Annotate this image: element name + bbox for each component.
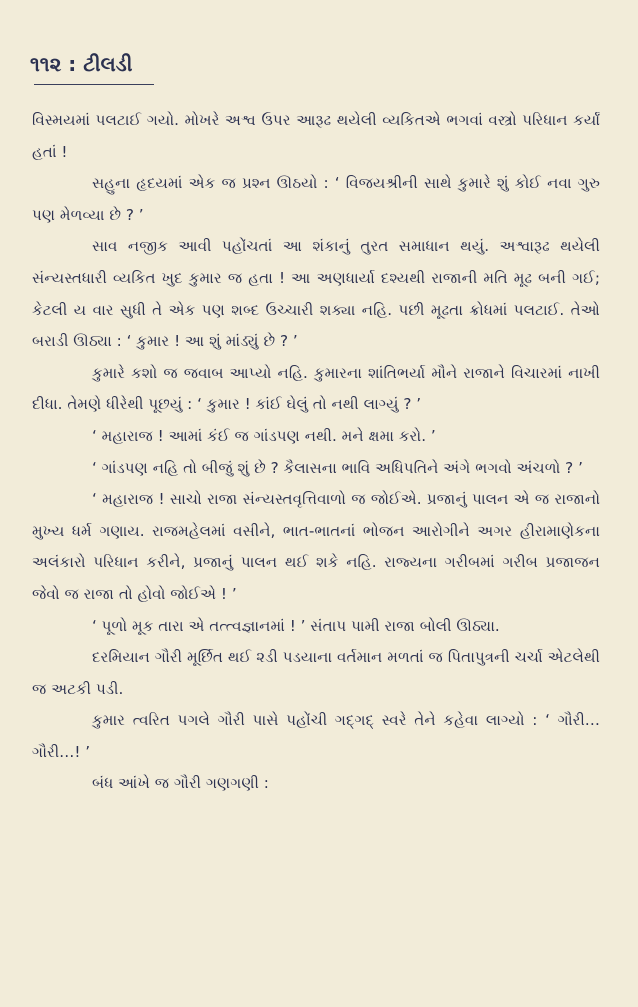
paragraph-10: કુમાર ત્વરિત પગલે ગૌરી પાસે પહોંચી ગદ્ગદ્ સ્વરે તેને કહેવા લાગ્યો : ‘ ગૌરી…ગૌરી…! ’ [32,711,600,761]
paragraph-7: ‘ મહારાજ ! સાચો રાજા સંન્યસ્તવૃત્તિવાળો જ જોઈએ. પ્રજાનું પાલન એ જ રાજાનો મુખ્ય ધર્મ ગણાય. રાજમહેલમાં વસીને, ભાત-ભાતનાં ભોજન આરોગીને અગર હીરામાણેકના અલંકારો પરિધાન કરીને, પ્રજાનું પાલન થઈ શકે નહિ. રાજ્યના ગરીબમાં ગરીબ પ્રજાજન જેવો જ રાજા તો હોવો જોઈએ ! ’ [32,490,600,603]
page-header: ૧૧૨ : ટીલડી [30,52,133,76]
paragraph-5: ‘ મહારાજ ! આમાં કંઈ જ ગાંડપણ નથી. મને ક્ષમા કરો. ’ [92,426,436,445]
paragraph-4: કુમારે કશો જ જવાબ આપ્યો નહિ. કુમારના શાંતિભર્યા મૌને રાજાને વિચારમાં નાખી દીધા. તેમણે ધીરેથી પૂછયું : ‘ કુમાર ! કાંઈ ઘેલું તો નથી લાગ્યું ? ’ [32,363,600,414]
paragraph-9: દરમિયાન ગૌરી મૂર્છિત થઈ ૨ડી પડયાના વર્તમાન મળતાં જ પિતાપુત્રની ચર્ચા એટલેથી જ અટકી પડી. [32,648,600,698]
paragraph-1: વિસ્મયમાં પલટાઈ ગયો. મોખરે અશ્વ ઉપર આરૂઢ થયેલી વ્યકિતએ ભગવાં વસ્ત્રો પરિધાન કર્યાં હતાં ! [32,111,600,161]
paragraph-6: ‘ ગાંડપણ નહિ તો બીજું શું છે ? કૈલાસના ભાવિ અધિપતિને અંગે ભગવો અંચળો ? ’ [92,458,583,477]
paragraph-2: સહુના હૃદયમાં એક જ પ્રશ્ન ઊઠયો : ‘ વિજયશ્રીની સાથે કુમારે શું કોઈ નવા ગુરુ પણ મેળવ્યા છે ? ’ [32,174,600,224]
header-underline [34,84,154,85]
paragraph-3: સાવ નજીક આવી પહોંચતાં આ શંકાનું તુરત સમાધાન થયું. અશ્વારૂઢ થયેલી સંન્યસ્તધારી વ્યકિત ખુદ કુમાર જ હતા ! આ અણધાર્યા દશ્યથી રાજાની મતિ મૂઢ બની ગઈ; કેટલી ય વાર સુધી તે એક પણ શબ્દ ઉચ્ચારી શક્યા નહિ. પછી મૂઢતા ક્રોધમાં પલટાઈ. તેઓ બરાડી ઊઠ્યા : ‘ કુમાર ! આ શું માંડ્યું છે ? ’ [32,237,600,351]
paragraph-11: બંધ આંખે જ ગૌરી ગણગણી : [92,774,269,793]
paragraph-8: ‘ પૂળો મૂક તારા એ તત્ત્વજ્ઞાનમાં ! ’ સંતાપ પામી રાજા બોલી ઊઠ્યા. [92,616,500,635]
